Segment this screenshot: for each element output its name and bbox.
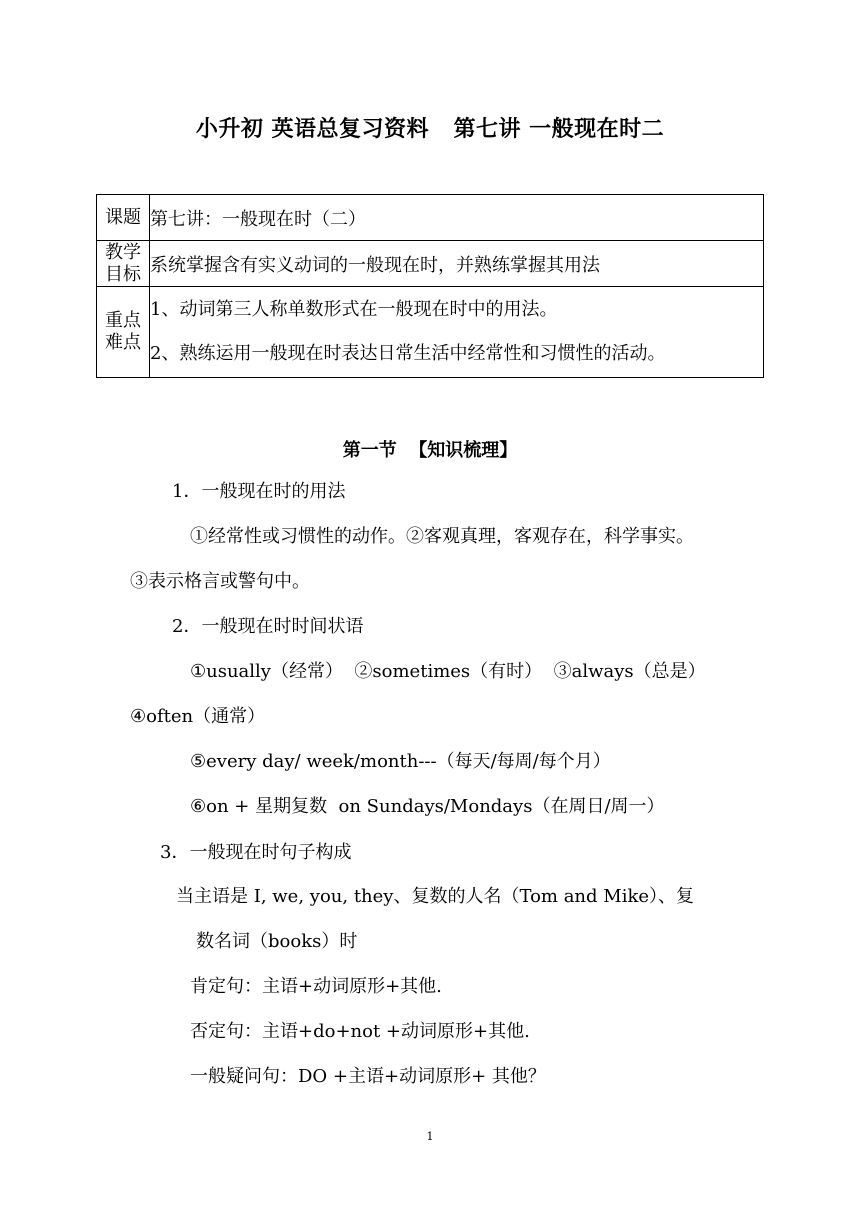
adverbial-line: ①usually（经常） ②sometimes（有时） ③always（总是） xyxy=(190,661,706,682)
table-row xyxy=(97,241,764,287)
structure-line: 一般疑问句：DO +主语+动词原形+ 其他？ xyxy=(190,1066,546,1087)
heading-usage: 1．一般现在时的用法 xyxy=(172,481,346,502)
table-row xyxy=(97,287,764,378)
value-key-points xyxy=(150,287,764,378)
heading-sentence-structure: 3．一般现在时句子构成 xyxy=(160,842,352,863)
section-heading: 第一节 【知识梳理】 xyxy=(342,440,518,461)
structure-line: 数名词（books）时 xyxy=(196,931,358,952)
structure-line: 当主语是 I, we, you, they、复数的人名（Tom and Mike）、复 xyxy=(176,886,695,907)
heading-time-adverbials: 2．一般现在时时间状语 xyxy=(172,616,364,637)
document-title: 小升初 英语总复习资料 第七讲 一般现在时二 xyxy=(195,117,665,142)
label-key-points: 重点 难点 xyxy=(97,287,150,378)
structure-line: 肯定句：主语+动词原形+其他. xyxy=(190,976,442,997)
value-topic: 第七讲：一般现在时（二） xyxy=(150,195,764,241)
structure-line: 否定句：主语+do+not +动词原形+其他. xyxy=(190,1021,530,1042)
adverbial-line: ⑥on + 星期复数 on Sundays/Mondays（在周日/周一） xyxy=(190,796,665,817)
key-point-item: 1、动词第三人称单数形式在一般现在时中的用法。 xyxy=(150,299,558,320)
adverbial-line: ⑤every day/ week/month---（每天/每周/每个月） xyxy=(190,751,611,772)
usage-line: ①经常性或习惯性的动作。②客观真理，客观存在，科学事实。 xyxy=(190,526,694,547)
usage-line: ③表示格言或警句中。 xyxy=(130,571,310,592)
lesson-info-table xyxy=(96,194,764,378)
label-topic: 课题 xyxy=(97,195,150,241)
page-number: 1 xyxy=(426,1130,434,1143)
table-row xyxy=(97,195,764,241)
key-point-item: 2、熟练运用一般现在时表达日常生活中经常性和习惯性的活动。 xyxy=(150,343,666,364)
label-goal: 教学 目标 xyxy=(97,241,150,287)
value-goal: 系统掌握含有实义动词的一般现在时，并熟练掌握其用法 xyxy=(150,241,764,287)
adverbial-line: ④often（通常） xyxy=(130,706,266,727)
